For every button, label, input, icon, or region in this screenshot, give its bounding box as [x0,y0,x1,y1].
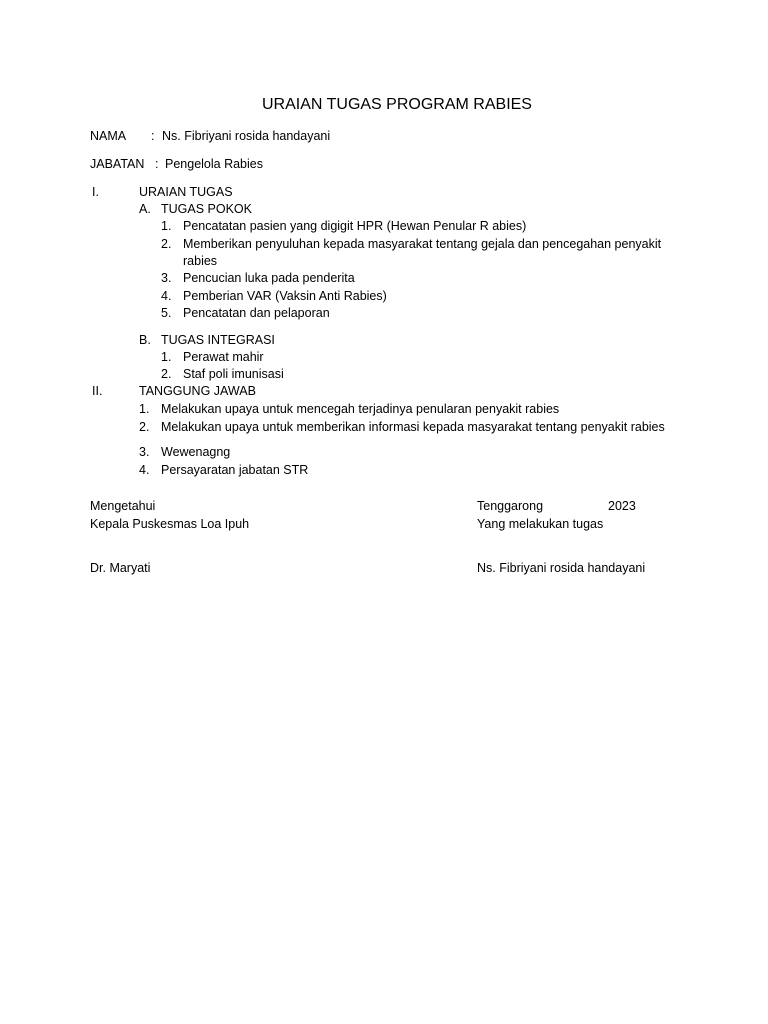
signature-right-name: Ns. Fibriyani rosida handayani [477,561,646,575]
tanggung-jawab-item-3: Wewenagng [161,445,231,459]
tanggung-jawab-num-4: 4. [139,463,150,477]
tugas-pokok-item-2-cont: rabies [183,254,218,268]
tanggung-jawab-num-3: 3. [139,445,150,459]
jabatan-label: JABATAN [90,157,145,171]
signature-left-line2: Kepala Puskesmas Loa Ipuh [90,517,250,531]
signature-right-year: 2023 [608,499,636,513]
tanggung-jawab-item-4: Persayaratan jabatan STR [161,463,309,477]
subsection-a-heading: TUGAS POKOK [161,202,252,216]
tugas-integrasi-item-1: Perawat mahir [183,350,264,364]
tanggung-jawab-num-2: 2. [139,420,150,434]
subsection-b-heading: TUGAS INTEGRASI [161,333,275,347]
tugas-pokok-item-1: Pencatatan pasien yang digigit HPR (Hewan Penular R abies) [183,219,527,233]
tugas-pokok-num-4: 4. [161,289,172,303]
tanggung-jawab-num-1: 1. [139,402,150,416]
signature-left-line1: Mengetahui [90,499,156,513]
page-title: URAIAN TUGAS PROGRAM RABIES [262,96,532,113]
section1-heading: URAIAN TUGAS [139,185,233,199]
tugas-pokok-num-3: 3. [161,271,172,285]
subsection-a-letter: A. [139,202,151,216]
tugas-pokok-item-5: Pencatatan dan pelaporan [183,306,330,320]
tanggung-jawab-item-1: Melakukan upaya untuk mencegah terjadinya penularan penyakit rabies [161,402,560,416]
signature-right-line2: Yang melakukan tugas [477,517,604,531]
nama-colon: : [151,129,155,143]
signature-right-place: Tenggarong [477,499,544,513]
nama-value: Ns. Fibriyani rosida handayani [162,129,331,143]
section1-number: I. [92,185,99,199]
tugas-pokok-num-5: 5. [161,306,172,320]
jabatan-colon: : [155,157,159,171]
tugas-pokok-num-2: 2. [161,237,172,251]
tanggung-jawab-item-2: Melakukan upaya untuk memberikan informasi kepada masyarakat tentang penyakit rabies [161,420,665,434]
tugas-integrasi-num-1: 1. [161,350,172,364]
tugas-pokok-item-4: Pemberian VAR (Vaksin Anti Rabies) [183,289,387,303]
section2-heading: TANGGUNG JAWAB [139,384,256,398]
tugas-pokok-num-1: 1. [161,219,172,233]
tugas-integrasi-num-2: 2. [161,367,172,381]
tugas-integrasi-item-2: Staf poli imunisasi [183,367,284,381]
tugas-pokok-item-2: Memberikan penyuluhan kepada masyarakat tentang gejala dan pencegahan penyakit [183,237,662,251]
signature-left-name: Dr. Maryati [90,561,151,575]
nama-label: NAMA [90,129,127,143]
tugas-pokok-item-3: Pencucian luka pada penderita [183,271,355,285]
jabatan-value: Pengelola Rabies [165,157,263,171]
subsection-b-letter: B. [139,333,151,347]
section2-number: II. [92,384,103,398]
